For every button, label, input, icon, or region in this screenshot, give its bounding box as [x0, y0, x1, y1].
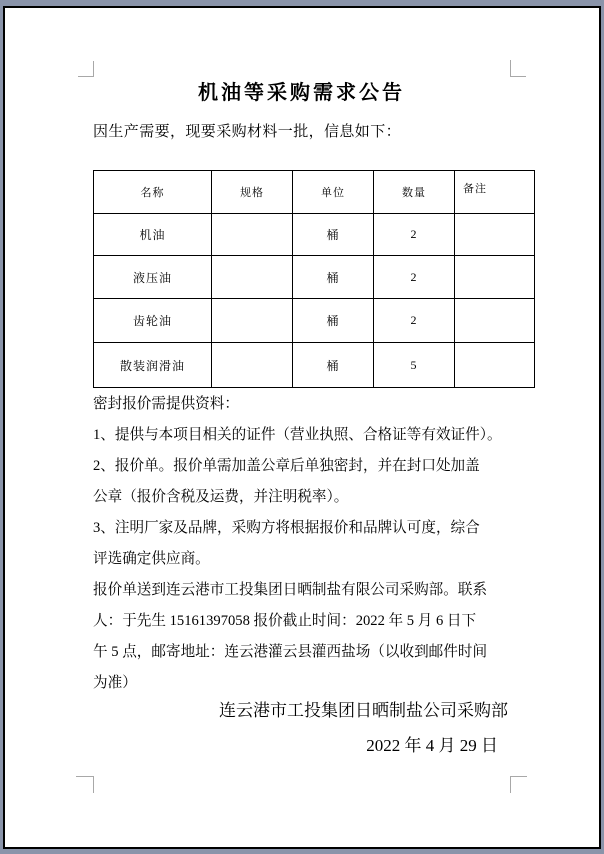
paragraph-line: 为准）: [93, 675, 137, 691]
paragraph-line: 密封报价需提供资料：: [93, 396, 239, 412]
col-header-unit: 单位: [293, 171, 374, 214]
cell-unit: 桶: [293, 299, 374, 343]
cell-unit: 桶: [293, 214, 374, 256]
table-row: [94, 343, 535, 388]
table-row: [94, 256, 535, 299]
table-row: [94, 214, 535, 256]
paragraph-line: 午 5 点，邮寄地址：连云港灌云县灌西盐场（以收到邮件时间: [93, 644, 488, 660]
cell-qty: 2: [374, 256, 455, 299]
text-boundary-mark-bottom-right: [510, 776, 527, 793]
cell-note: [455, 343, 535, 388]
cell-qty: 5: [374, 343, 455, 388]
cell-spec: [212, 214, 293, 256]
cell-qty: 2: [374, 214, 455, 256]
col-header-spec: 规格: [212, 171, 293, 214]
paragraph-line: 1、提供与本项目相关的证件（营业执照、合格证等有效证件）。: [93, 427, 502, 443]
col-header-name: 名称: [94, 171, 212, 214]
text-boundary-mark-top-right: [510, 60, 526, 77]
col-header-qty: 数量: [374, 171, 455, 214]
document-page: [3, 6, 601, 849]
document-title: 机油等采购需求公告: [198, 82, 405, 104]
paragraph-line: 3、注明厂家及品牌，采购方将根据报价和品牌认可度，综合: [93, 520, 480, 536]
cell-spec: [212, 343, 293, 388]
text-boundary-mark-bottom-left: [76, 776, 94, 793]
cell-unit: 桶: [293, 256, 374, 299]
cell-note: [455, 299, 535, 343]
procurement-items-table: [93, 170, 535, 388]
cell-name: 液压油: [94, 256, 212, 299]
cell-spec: [212, 299, 293, 343]
text-boundary-mark-top-left: [78, 61, 94, 77]
signature-department: 连云港市工投集团日晒制盐公司采购部: [219, 701, 508, 720]
paragraph-line: 公章（报价含税及运费，并注明税率）。: [93, 489, 349, 505]
signature-date: 2022 年 4 月 29 日: [366, 736, 498, 755]
intro-paragraph: 因生产需要，现要采购材料一批，信息如下：: [93, 124, 402, 140]
table-header-row: [94, 171, 535, 214]
requirements-paragraphs: [93, 389, 502, 699]
cell-note: [455, 256, 535, 299]
paragraph-line: 报价单送到连云港市工投集团日晒制盐有限公司采购部。联系: [93, 582, 488, 598]
col-header-note: 备注: [455, 171, 535, 214]
cell-qty: 2: [374, 299, 455, 343]
cell-name: 齿轮油: [94, 299, 212, 343]
paragraph-line: 人：于先生 15161397058 报价截止时间：2022 年 5 月 6 日下: [93, 613, 477, 629]
table-row: [94, 299, 535, 343]
paragraph-line: 2、报价单。报价单需加盖公章后单独密封，并在封口处加盖: [93, 458, 480, 474]
cell-spec: [212, 256, 293, 299]
cell-unit: 桶: [293, 343, 374, 388]
cell-name: 散装润滑油: [94, 343, 212, 388]
cell-name: 机油: [94, 214, 212, 256]
paragraph-line: 评选确定供应商。: [93, 551, 210, 567]
cell-note: [455, 214, 535, 256]
